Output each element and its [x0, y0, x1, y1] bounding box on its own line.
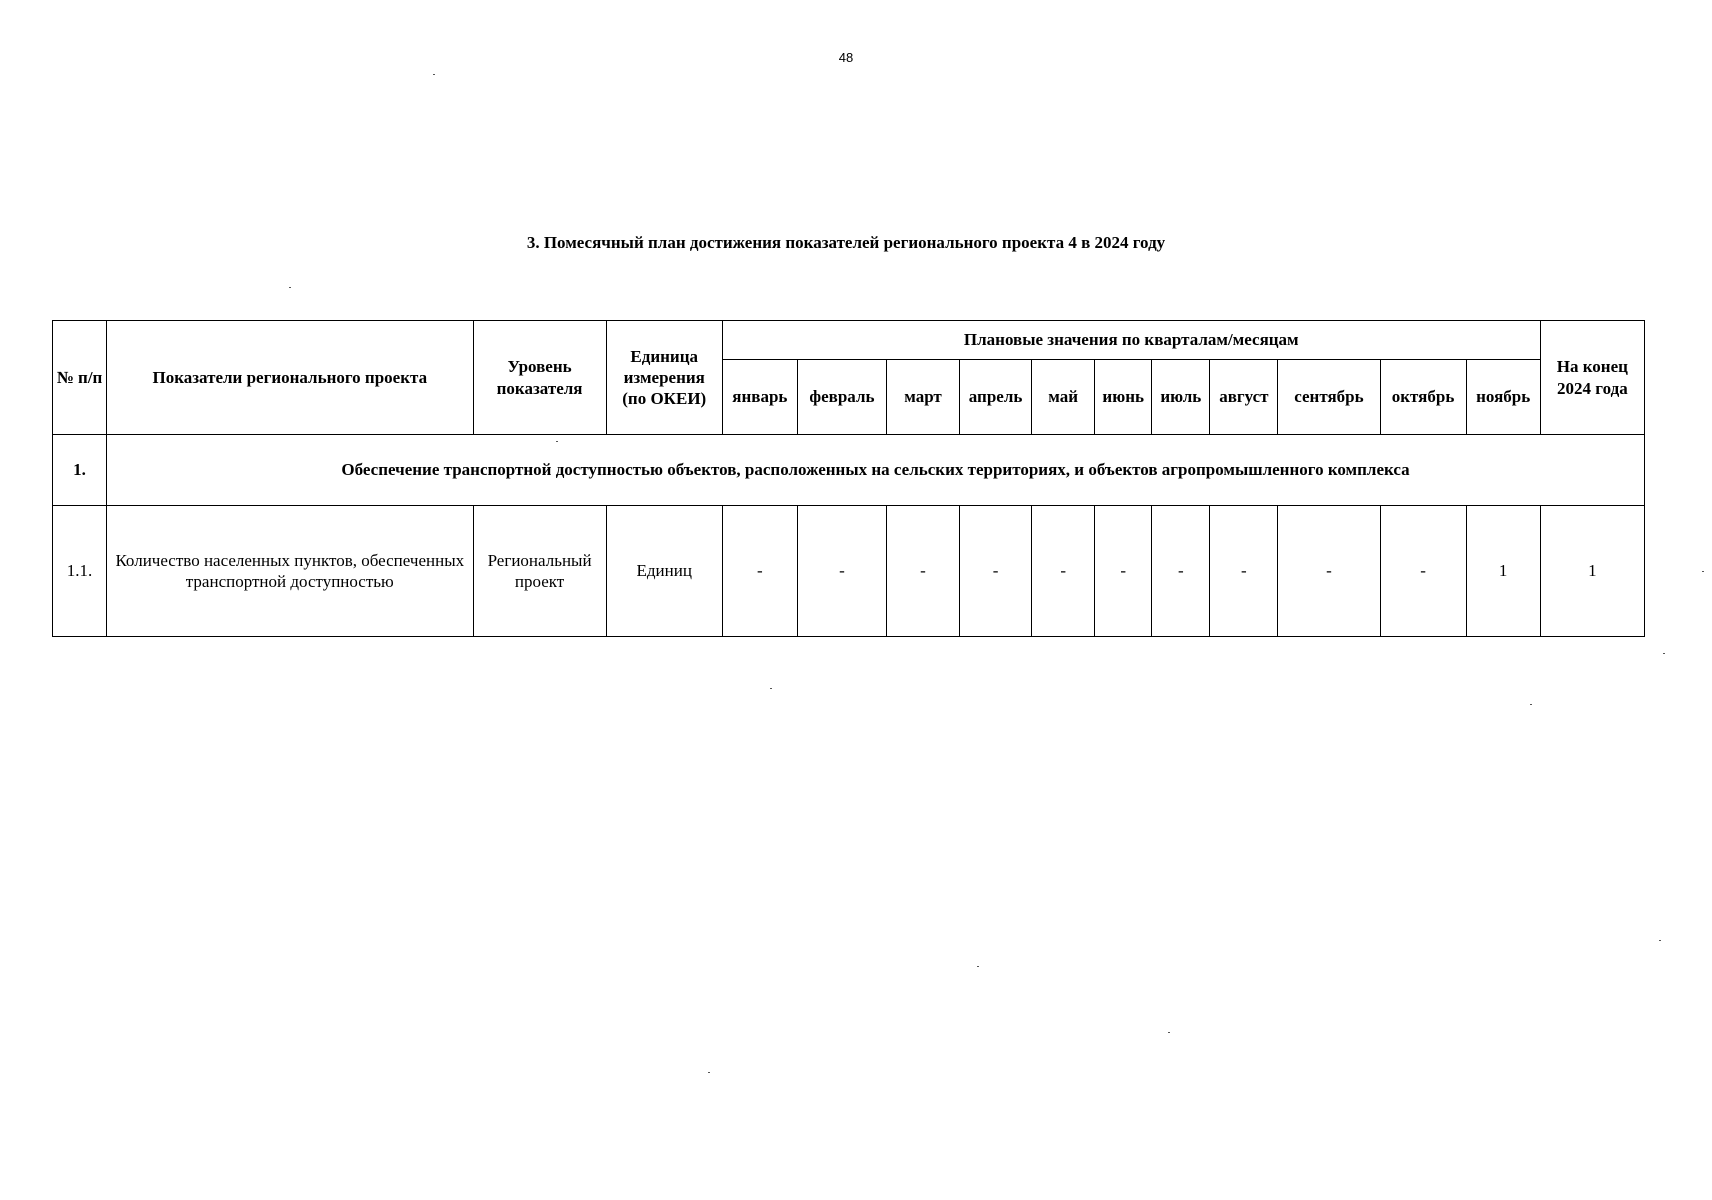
header-year-end: На конец 2024 года: [1540, 321, 1644, 435]
indicator-level: Региональный проект: [473, 506, 606, 637]
scan-speck: [289, 287, 291, 288]
header-month-aug: август: [1210, 360, 1278, 435]
header-month-nov: ноябрь: [1466, 360, 1540, 435]
header-month-oct: октябрь: [1380, 360, 1466, 435]
scan-speck: [1659, 940, 1661, 941]
page-number: 48: [838, 50, 854, 65]
header-month-feb: февраль: [797, 360, 886, 435]
value-oct: -: [1380, 506, 1466, 637]
header-unit: Единица измерения (по ОКЕИ): [606, 321, 722, 435]
value-nov: 1: [1466, 506, 1540, 637]
indicator-unit: Единиц: [606, 506, 722, 637]
header-planned-values: Плановые значения по кварталам/месяцам: [722, 321, 1540, 360]
indicator-name: Количество населенных пунктов, обеспеченных транспортной доступностью: [107, 506, 473, 637]
header-month-sep: сентябрь: [1278, 360, 1380, 435]
scan-speck: [1530, 704, 1532, 705]
value-feb: -: [797, 506, 886, 637]
section-title: Обеспечение транспортной доступностью объектов, расположенных на сельских территориях, и объектов агропромышленного комплекса: [107, 435, 1645, 506]
scan-speck: [556, 441, 558, 442]
table-row: [53, 506, 1645, 637]
header-month-jun: июнь: [1095, 360, 1152, 435]
scan-speck: [1702, 571, 1704, 572]
header-month-jan: январь: [722, 360, 797, 435]
value-apr: -: [960, 506, 1032, 637]
value-jan: -: [722, 506, 797, 637]
value-year-end: 1: [1540, 506, 1644, 637]
value-sep: -: [1278, 506, 1380, 637]
header-month-jul: июль: [1152, 360, 1210, 435]
scan-speck: [1168, 1032, 1170, 1033]
header-level: Уровень показателя: [473, 321, 606, 435]
row-number: 1.1.: [53, 506, 107, 637]
value-may: -: [1032, 506, 1095, 637]
value-jul: -: [1152, 506, 1210, 637]
header-month-apr: апрель: [960, 360, 1032, 435]
header-num: № п/п: [53, 321, 107, 435]
section-row: [53, 435, 1645, 506]
scan-speck: [977, 966, 979, 967]
section-number: 1.: [53, 435, 107, 506]
scan-speck: [770, 688, 772, 689]
header-month-may: май: [1032, 360, 1095, 435]
value-mar: -: [886, 506, 959, 637]
header-month-mar: март: [886, 360, 959, 435]
header-indicator: Показатели регионального проекта: [107, 321, 473, 435]
scan-speck: [433, 74, 435, 75]
scan-speck: [708, 1072, 710, 1073]
value-jun: -: [1095, 506, 1152, 637]
scan-speck: [1663, 653, 1665, 654]
monthly-plan-table: [52, 320, 1645, 637]
value-aug: -: [1210, 506, 1278, 637]
document-title: 3. Помесячный план достижения показателей регионального проекта 4 в 2024 году: [526, 233, 1166, 252]
